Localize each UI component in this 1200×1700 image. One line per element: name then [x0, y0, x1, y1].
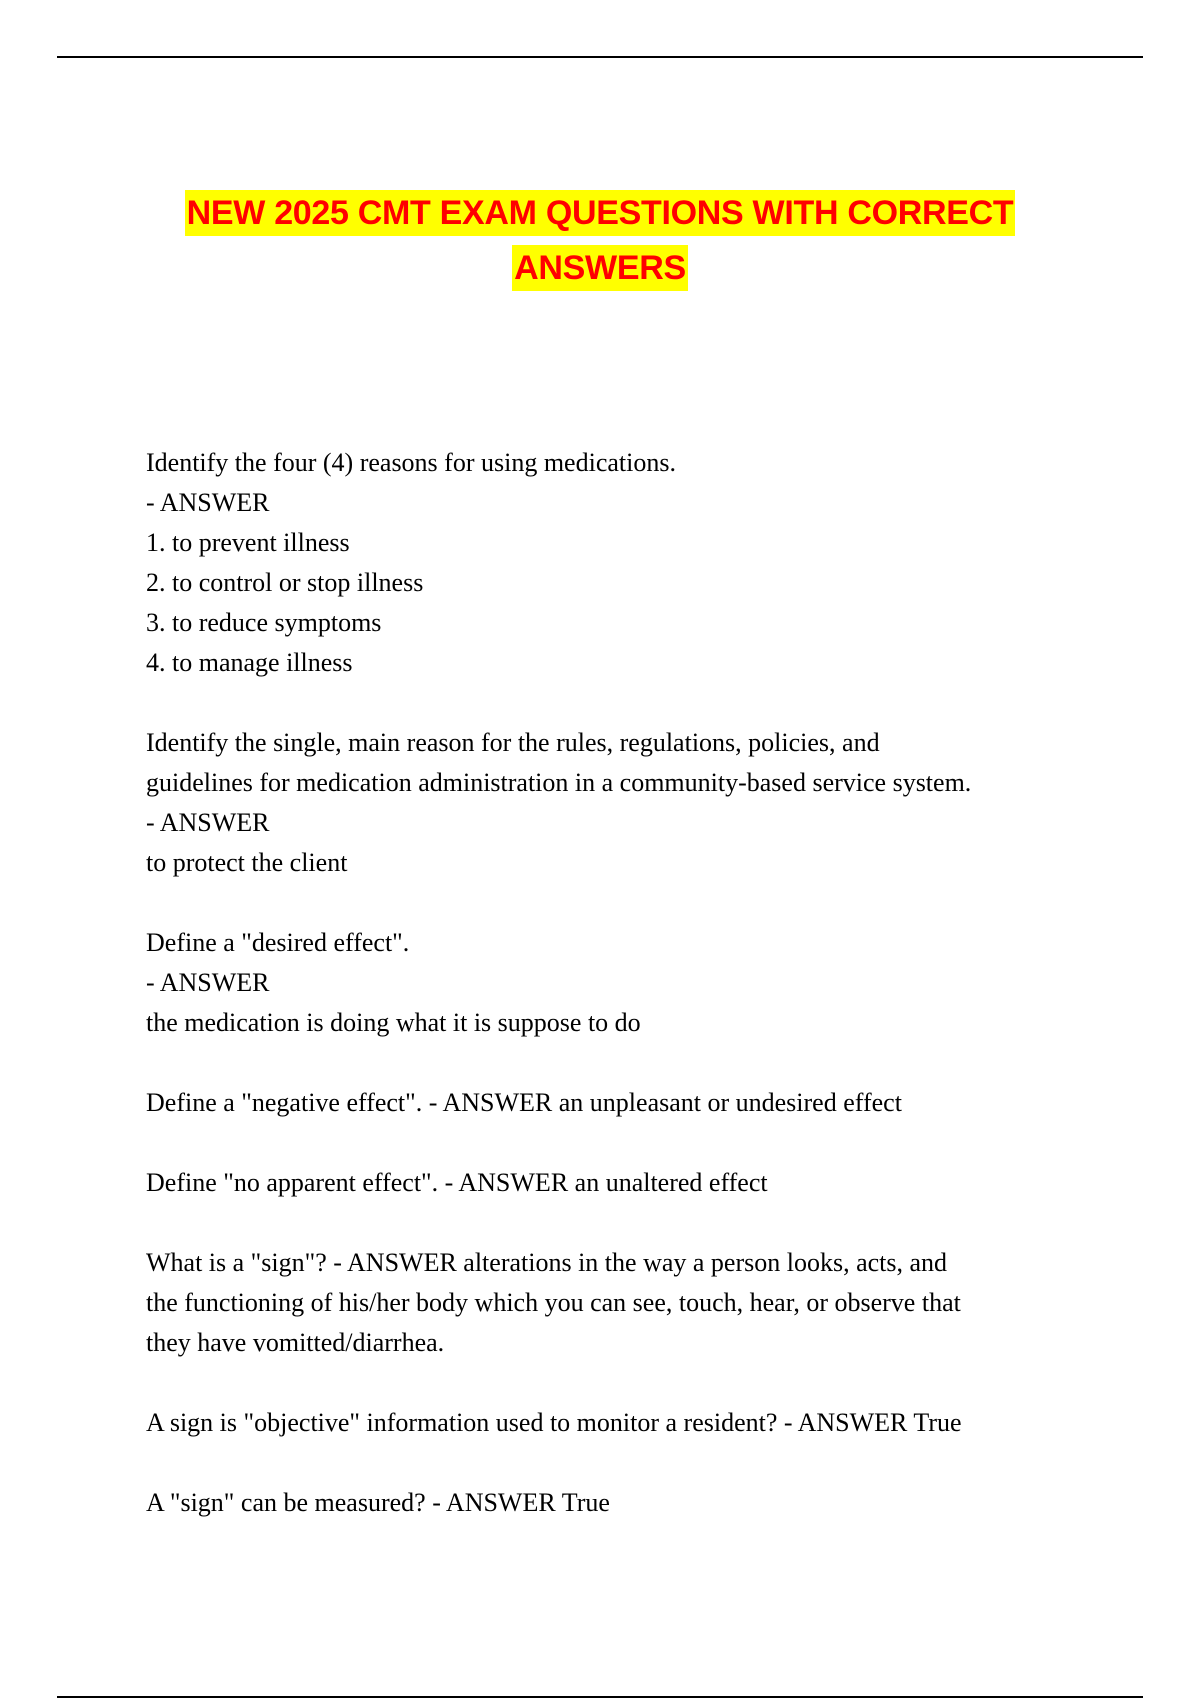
title-line-2: ANSWERS — [512, 245, 688, 291]
qa-line: 1. to prevent illness — [146, 528, 350, 557]
qa-list — [146, 443, 1076, 1523]
qa-line: the functioning of his/her body which you can see, touch, hear, or observe that — [146, 1288, 961, 1317]
qa-item — [146, 1163, 1076, 1203]
qa-line: 2. to control or stop illness — [146, 568, 424, 597]
qa-line: - ANSWER — [146, 808, 270, 837]
title-line-1: NEW 2025 CMT EXAM QUESTIONS WITH CORRECT — [185, 190, 1016, 236]
qa-line: - ANSWER — [146, 968, 270, 997]
qa-item — [146, 1403, 1076, 1443]
qa-line: A sign is "objective" information used to monitor a resident? - ANSWER True — [146, 1408, 962, 1437]
qa-line: 3. to reduce symptoms — [146, 608, 382, 637]
qa-line: Define a "negative effect". - ANSWER an unpleasant or undesired effect — [146, 1088, 902, 1117]
qa-line: Identify the single, main reason for the rules, regulations, policies, and — [146, 728, 880, 757]
qa-line: - ANSWER — [146, 488, 270, 517]
qa-line: Identify the four (4) reasons for using medications. — [146, 448, 676, 477]
qa-line: Define "no apparent effect". - ANSWER an unaltered effect — [146, 1168, 768, 1197]
qa-line: Define a "desired effect". — [146, 928, 410, 957]
qa-line: A "sign" can be measured? - ANSWER True — [146, 1488, 610, 1517]
qa-line: 4. to manage illness — [146, 648, 353, 677]
qa-item — [146, 443, 1076, 683]
qa-item — [146, 723, 1076, 883]
qa-line: What is a "sign"? - ANSWER alterations in the way a person looks, acts, and — [146, 1248, 948, 1277]
qa-line: guidelines for medication administration in a community-based service system. — [146, 768, 972, 797]
qa-line: the medication is doing what it is suppose to do — [146, 1008, 641, 1037]
qa-line: to protect the client — [146, 848, 348, 877]
qa-item — [146, 1243, 1076, 1363]
top-rule — [57, 56, 1143, 58]
qa-item — [146, 1483, 1076, 1523]
qa-item — [146, 1083, 1076, 1123]
qa-line: they have vomitted/diarrhea. — [146, 1328, 445, 1357]
document-title — [0, 186, 1200, 296]
qa-item — [146, 923, 1076, 1043]
bottom-rule — [57, 1696, 1143, 1698]
